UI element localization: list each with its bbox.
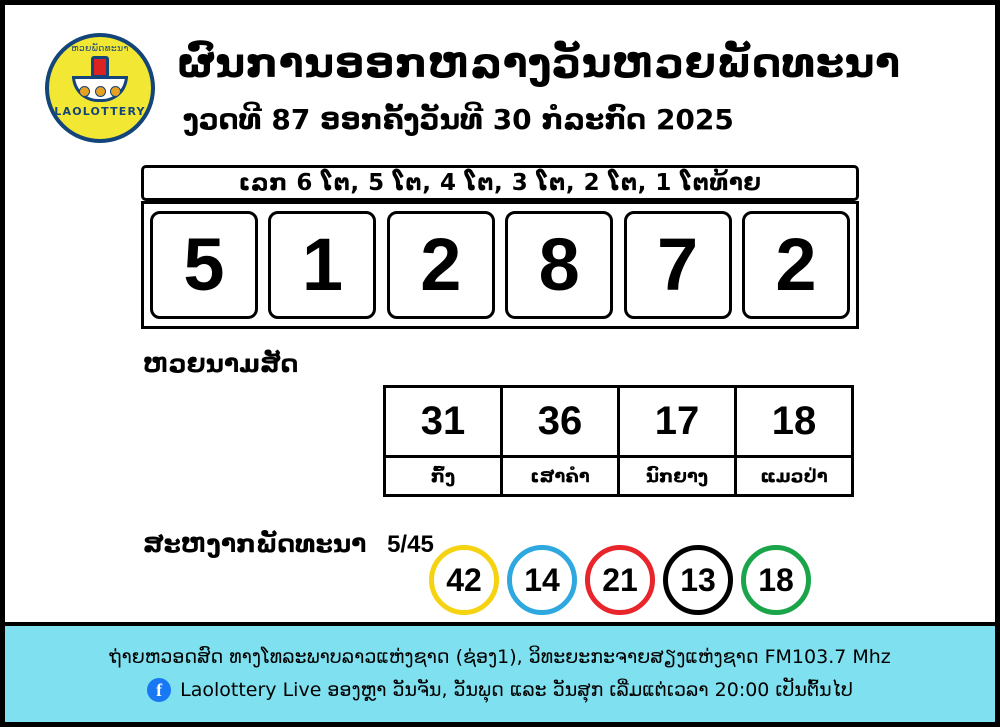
animal-name: ເສາຄຳ	[530, 465, 590, 487]
lotto-ball: 14	[507, 545, 577, 615]
lotto-ball: 42	[429, 545, 499, 615]
animal-results-row	[383, 385, 851, 497]
winning-digit: 7	[624, 211, 732, 319]
lotto-balls-row	[429, 545, 811, 615]
facebook-live-info	[147, 678, 853, 702]
animal-name: ກົ້ງ	[430, 465, 456, 487]
header	[5, 5, 995, 153]
animal-number: 17	[620, 388, 734, 458]
lotto-ball: 13	[663, 545, 733, 615]
lotto-section-label	[143, 529, 434, 559]
facebook-icon: f	[147, 678, 171, 702]
winning-digit: 5	[150, 211, 258, 319]
animal-result-cell	[734, 385, 854, 497]
animal-number: 36	[503, 388, 617, 458]
digits-legend-bar	[141, 165, 859, 201]
lotto-label-text: ສະຫງາກພັດທະນາ	[143, 529, 367, 558]
draw-subtitle: ງວດທີ 87 ອອກຄັ້ງວັນທີ 30 ກໍລະກົດ 2025	[183, 103, 734, 136]
footer	[5, 622, 995, 722]
logo-machine-balls	[79, 86, 121, 98]
digits-legend-text: ເລກ 6 ໂຕ, 5 ໂຕ, 4 ໂຕ, 3 ໂຕ, 2 ໂຕ, 1 ໂຕທ້າຍ	[238, 170, 762, 196]
lotto-ball: 21	[585, 545, 655, 615]
page-title: ຜົນການອອກຫລາງວັນຫວຍພັດທະນາ	[177, 39, 901, 87]
animal-result-cell	[383, 385, 503, 497]
lotto-ball: 18	[741, 545, 811, 615]
logo-top-label: ຫວຍພັດທະນາ	[71, 44, 129, 54]
animal-number: 31	[386, 388, 500, 458]
lottery-ball-machine-icon	[69, 56, 131, 102]
broadcast-info-text: ຖ່າຍຫວອດສົດ ທາງໂທລະພາບລາວແຫ່ງຊາດ (ຊ່ອງ1), ວິທະຍະກະຈາຍສຽງແຫ່ງຊາດ FM103.7 Mhz	[109, 646, 891, 668]
animal-result-cell	[500, 385, 620, 497]
animal-name: ນົກຍາງ	[645, 465, 709, 487]
lotto-format: 5/45	[387, 531, 434, 558]
winning-digit: 2	[742, 211, 850, 319]
winning-digit: 1	[268, 211, 376, 319]
facebook-live-text: Laolottery Live ອອງຫຼາ ວັນຈັນ, ວັນພຸດ ແລະ ວັນສຸກ ເລີ່ມແຕ່ເວລາ 20:00 ເປັນຕົ້ນໄປ	[180, 679, 853, 701]
animal-result-cell	[617, 385, 737, 497]
logo-bottom-label: LAOLOTTERY	[54, 105, 146, 118]
logo-machine-stand	[91, 56, 109, 78]
animal-section-label: ຫວຍນາມສັດ	[143, 349, 299, 378]
laolottery-logo	[45, 33, 155, 143]
animal-number: 18	[737, 388, 851, 458]
winning-digit: 8	[505, 211, 613, 319]
animal-name: ແມວປ່າ	[760, 465, 828, 487]
winning-digit: 2	[387, 211, 495, 319]
winning-digits-frame	[141, 201, 859, 329]
